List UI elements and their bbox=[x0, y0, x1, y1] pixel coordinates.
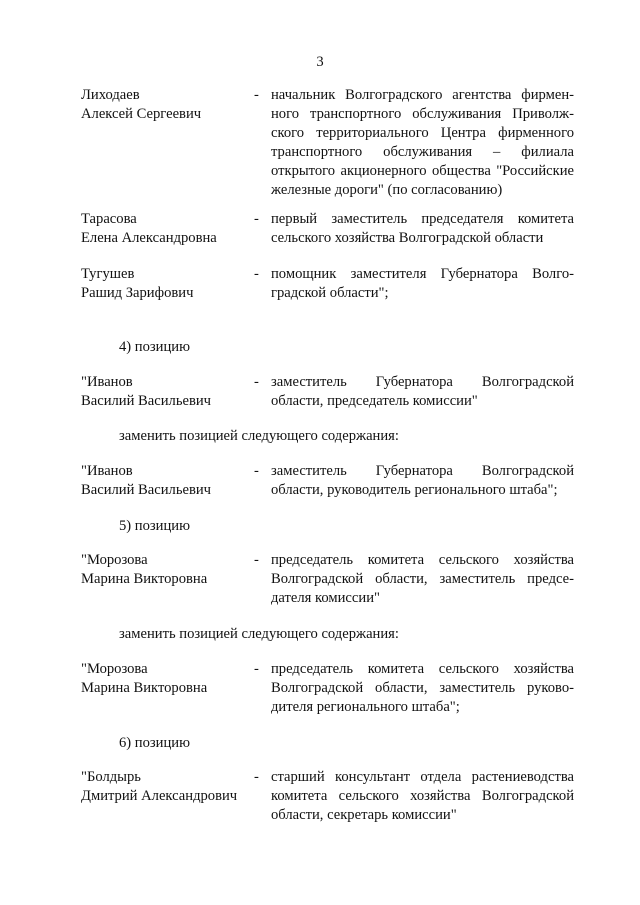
member-position bbox=[271, 551, 574, 608]
position-line: заместитель Губернатора Волгоградской bbox=[271, 463, 574, 479]
entry-dash: - bbox=[254, 374, 259, 390]
member-given-names: Рашид Зарифович bbox=[81, 285, 194, 301]
position-line: транспортного обслуживания – филиала bbox=[271, 144, 574, 160]
position-line: сельского хозяйства Волгоградской области bbox=[271, 230, 544, 246]
position-line: дателя комиссии" bbox=[271, 590, 380, 606]
member-surname: Лиходаев bbox=[81, 87, 140, 103]
position-line: области, руководитель регионального штаба"; bbox=[271, 482, 558, 498]
position-line: помощник заместителя Губернатора Волго- bbox=[271, 266, 574, 282]
member-given-names: Василий Васильевич bbox=[81, 393, 212, 409]
member-name bbox=[81, 660, 251, 698]
member-name bbox=[81, 210, 251, 248]
position-line: Волгоградской области, заместитель руково- bbox=[271, 680, 574, 696]
member-position bbox=[271, 265, 574, 303]
position-line: железные дороги" (по согласованию) bbox=[271, 182, 503, 198]
member-given-names: Марина Викторовна bbox=[81, 571, 208, 587]
position-line: председатель комитета сельского хозяйства bbox=[271, 661, 574, 677]
member-position bbox=[271, 86, 574, 200]
position-line: области, секретарь комиссии" bbox=[271, 807, 457, 823]
position-line: заместитель Губернатора Волгоградской bbox=[271, 374, 574, 390]
member-given-names: Алексей Сергеевич bbox=[81, 106, 202, 122]
member-surname: "Морозова bbox=[81, 552, 148, 568]
page-number: 3 bbox=[316, 54, 324, 70]
position-line: старший консультант отдела растениеводства bbox=[271, 769, 574, 785]
position-line: Волгоградской области, заместитель предсе- bbox=[271, 571, 574, 587]
entry-dash: - bbox=[254, 661, 259, 677]
replace-instruction: заменить позицией следующего содержания: bbox=[119, 626, 399, 642]
member-surname: Тарасова bbox=[81, 211, 137, 227]
member-surname: "Иванов bbox=[81, 374, 133, 390]
member-surname: "Болдырь bbox=[81, 769, 141, 785]
position-line: председатель комитета сельского хозяйства bbox=[271, 552, 574, 568]
position-line: начальник Волгоградского агентства фирмен- bbox=[271, 87, 574, 103]
member-given-names: Марина Викторовна bbox=[81, 680, 208, 696]
member-position bbox=[271, 462, 574, 500]
member-given-names: Дмитрий Александрович bbox=[81, 788, 238, 804]
position-line: первый заместитель председателя комитета bbox=[271, 211, 574, 227]
entry-dash: - bbox=[254, 769, 259, 785]
member-surname: Тугушев bbox=[81, 266, 135, 282]
entry-dash: - bbox=[254, 463, 259, 479]
member-name bbox=[81, 551, 251, 589]
member-position bbox=[271, 768, 574, 825]
member-position bbox=[271, 210, 574, 248]
member-name bbox=[81, 265, 251, 303]
item-6-heading: 6) позицию bbox=[119, 735, 191, 751]
item-5-heading: 5) позицию bbox=[119, 518, 191, 534]
entry-dash: - bbox=[254, 211, 259, 227]
member-name bbox=[81, 462, 251, 500]
entry-dash: - bbox=[254, 87, 259, 103]
member-given-names: Василий Васильевич bbox=[81, 482, 212, 498]
position-line: комитета сельского хозяйства Волгоградской bbox=[271, 788, 574, 804]
member-name bbox=[81, 373, 251, 411]
position-line: ного транспортного обслуживания Приволж- bbox=[271, 106, 574, 122]
member-given-names: Елена Александровна bbox=[81, 230, 217, 246]
member-name bbox=[81, 86, 251, 124]
position-line: градской области"; bbox=[271, 285, 389, 301]
member-surname: "Иванов bbox=[81, 463, 133, 479]
member-name bbox=[81, 768, 251, 806]
position-line: открытого акционерного общества "Российские bbox=[271, 163, 574, 179]
member-position bbox=[271, 373, 574, 411]
replace-instruction: заменить позицией следующего содержания: bbox=[119, 428, 399, 444]
entry-dash: - bbox=[254, 552, 259, 568]
member-surname: "Морозова bbox=[81, 661, 148, 677]
entry-dash: - bbox=[254, 266, 259, 282]
position-line: дителя регионального штаба"; bbox=[271, 699, 460, 715]
member-position bbox=[271, 660, 574, 717]
position-line: области, председатель комиссии" bbox=[271, 393, 478, 409]
item-4-heading: 4) позицию bbox=[119, 339, 191, 355]
position-line: ского территориального Центра фирменного bbox=[271, 125, 574, 141]
